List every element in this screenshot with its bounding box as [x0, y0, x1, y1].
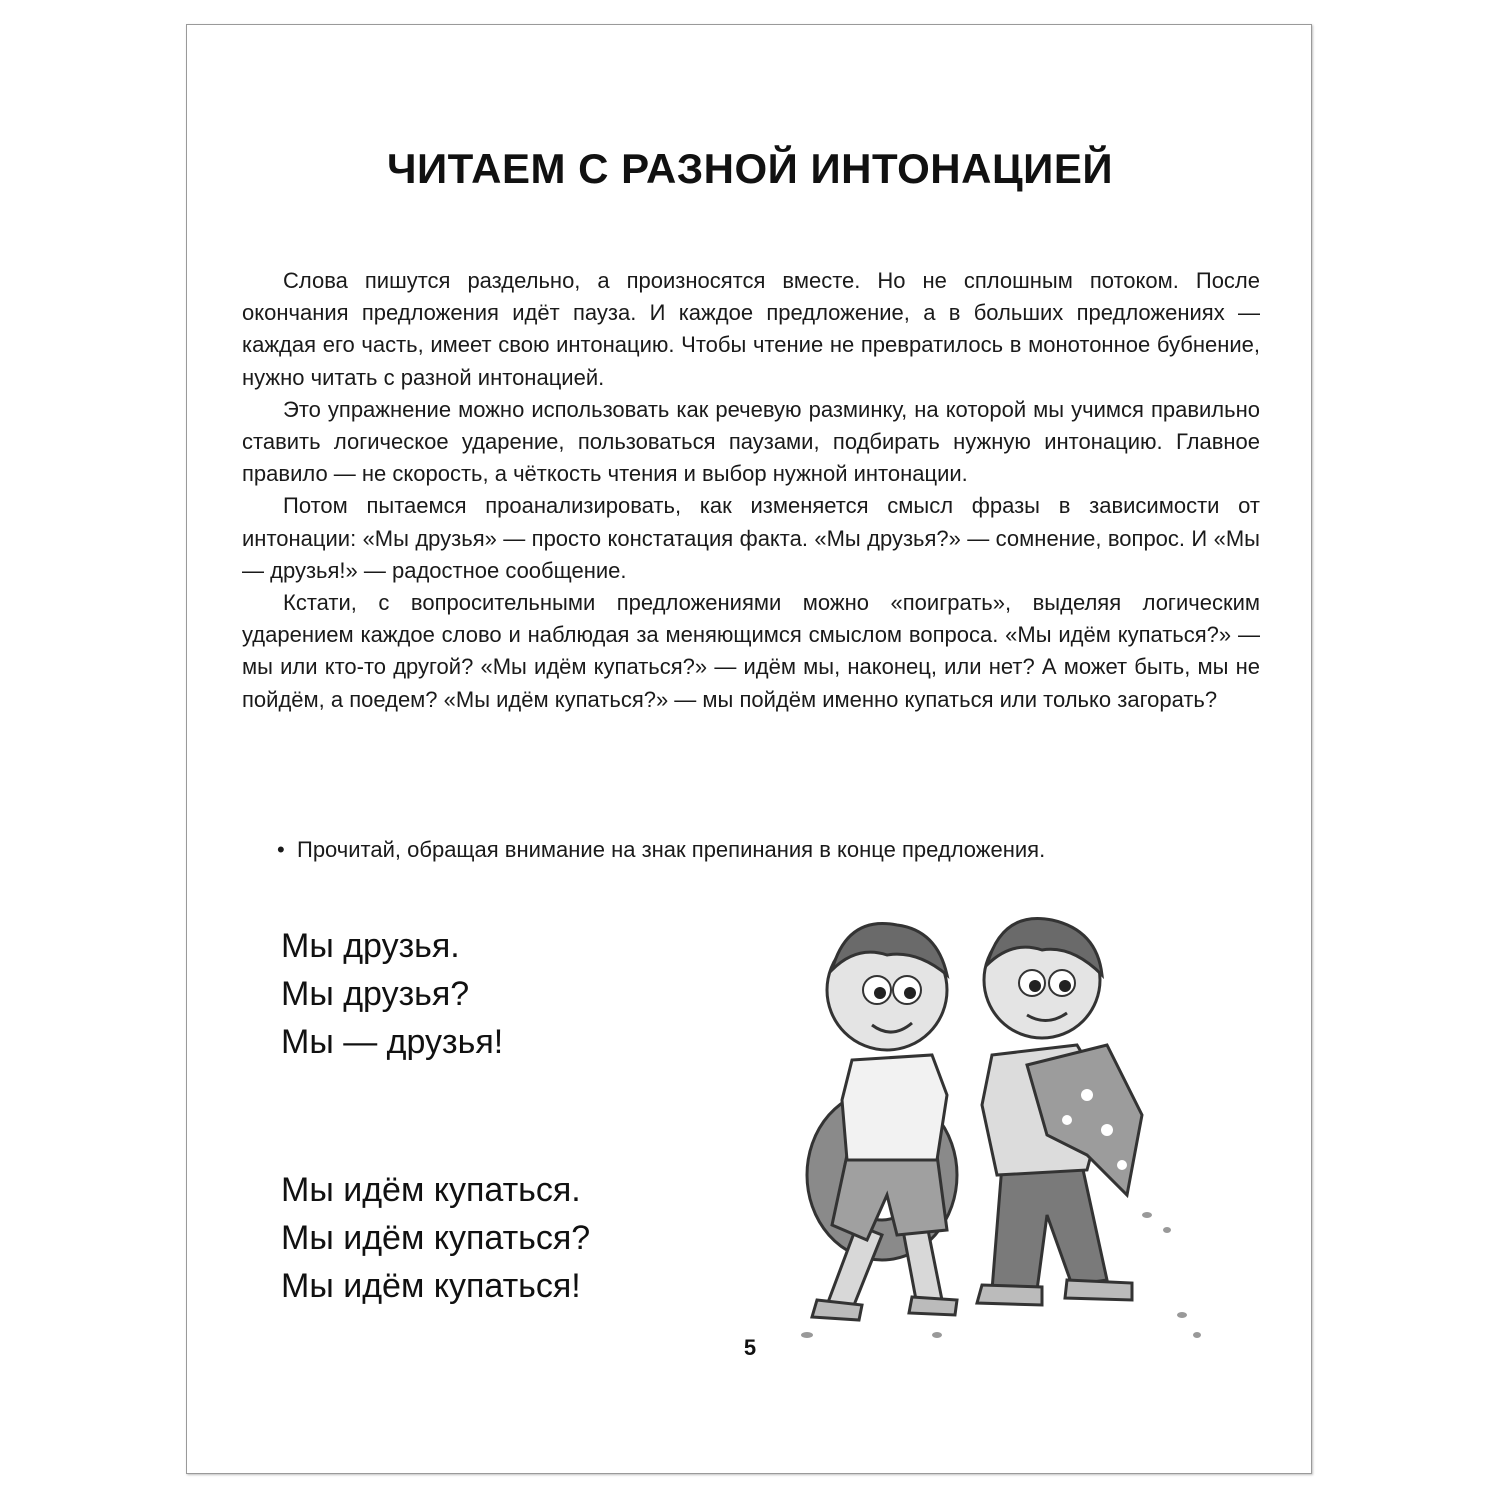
phrase-group-swimming	[281, 1166, 590, 1310]
book-page	[186, 24, 1312, 1474]
two-boys-illustration	[787, 895, 1217, 1345]
phrase-group-friends	[281, 922, 503, 1066]
phrase: Мы — друзья!	[281, 1023, 504, 1061]
phrase: Мы идём купаться!	[281, 1267, 581, 1305]
body-text	[242, 265, 1260, 716]
trousers	[992, 1165, 1107, 1290]
page-title: ЧИТАЕМ С РАЗНОЙ ИНТОНАЦИЕЙ	[386, 145, 1114, 192]
paragraph: Слова пишутся раздельно, а произносятся вместе. Но не сплошным потоком. После окончания предложения идёт пауза. И каждое предложение, а в больших предложениях — каждая его часть, имеет свою интонацию. Чтобы чтение не превратилось в монотонное бубнение, нужно читать с разной интонацией.	[242, 268, 1260, 390]
paragraph: Кстати, с вопросительными предложениями можно «поиграть», выделяя логическим ударением каждое слово и наблюдая за меняющимся смыслом вопроса. «Мы идём купаться?» — мы или кто-то другой? «Мы идём купаться?» — идём мы, наконец, или нет? А может быть, мы не пойдём, а поедем? «Мы идём купаться?» — мы пойдём именно купаться или только загорать?	[242, 590, 1260, 712]
phrase: Мы идём купаться.	[281, 1171, 581, 1209]
paragraph: Потом пытаемся проанализировать, как изменяется смысл фразы в зависимости от интонации: «Мы друзья» — просто констатация факта. «Мы друзья?» — сомнение, вопрос. И «Мы — друзья!» — радостное сообщение.	[242, 493, 1260, 583]
page-number: 5	[743, 1335, 757, 1360]
task-instruction	[277, 837, 1267, 863]
phrase: Мы друзья.	[281, 927, 460, 965]
task-text: Прочитай, обращая внимание на знак препинания в конце предложения.	[297, 837, 1046, 862]
phrase: Мы идём купаться?	[281, 1219, 591, 1257]
phrase: Мы друзья?	[281, 975, 470, 1013]
shirt	[842, 1055, 947, 1160]
bullet: •	[277, 837, 285, 862]
paragraph: Это упражнение можно использовать как речевую разминку, на которой мы учимся правильно ставить логическое ударение, пользоваться паузами, подбирать нужную интонацию. Главное правило — не скорость, а чёткость чтения и выбор нужной интонации.	[242, 396, 1260, 487]
